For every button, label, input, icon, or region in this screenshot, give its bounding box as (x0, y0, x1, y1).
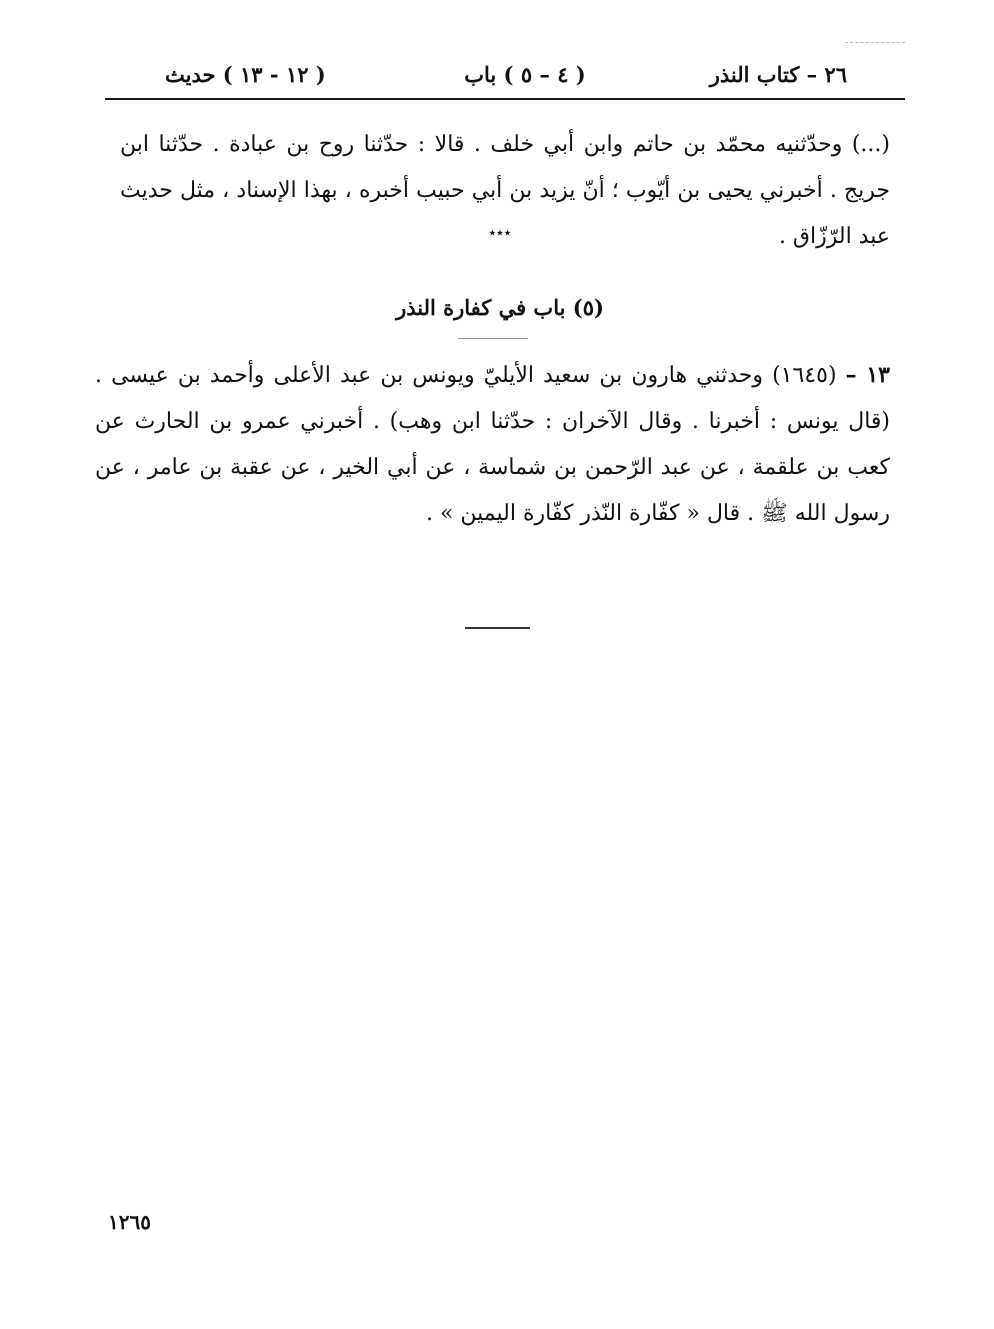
page-number: ١٢٦٥ (108, 1210, 151, 1234)
hadith-number: ١٣ – (845, 362, 890, 388)
end-rule (465, 627, 530, 629)
hadith-13-paragraph (95, 352, 890, 537)
running-header (105, 58, 905, 96)
header-chapter-range: ( ٤ – ٥ ) باب (464, 62, 586, 87)
top-faint-rule (845, 42, 905, 43)
chapter-title-rule (458, 338, 528, 339)
header-hadith-range: ( ١٢ - ١٣ ) حديث (165, 62, 326, 87)
header-book-title: ٢٦ – كتاب النذر (709, 62, 847, 87)
section-separator-stars: ٭٭٭ (488, 225, 512, 241)
paragraph-chain-of-narration: (...) وحدّثنيه محمّد بن حاتم وابن أبي خلف . قالا : حدّثنا روح بن عبادة . حدّثنا ابن جريج . أخبرني يحيى بن أيّوب ؛ أنّ يزيد بن أبي حبيب أخبره ، بهذا الإسناد ، مثل حديث عبد الرّزّاق . (120, 132, 890, 249)
chapter-title: (٥) باب في كفارة النذر (396, 295, 604, 320)
hadith-text: (١٦٤٥) وحدثني هارون بن سعيد الأيليّ ويونس بن عبد الأعلى وأحمد بن عيسى . (قال يونس : أخبرنا . وقال الآخران : حدّثنا ابن وهب) . أخبرني عمرو بن الحارث عن كعب بن علقمة ، عن عبد الرّحمن بن شماسة ، عن أبي الخير ، عن عقبة بن عامر ، عن رسول الله ﷺ . قال « كفّارة النّذر كفّارة اليمين » . (95, 363, 890, 526)
header-rule (105, 98, 905, 100)
